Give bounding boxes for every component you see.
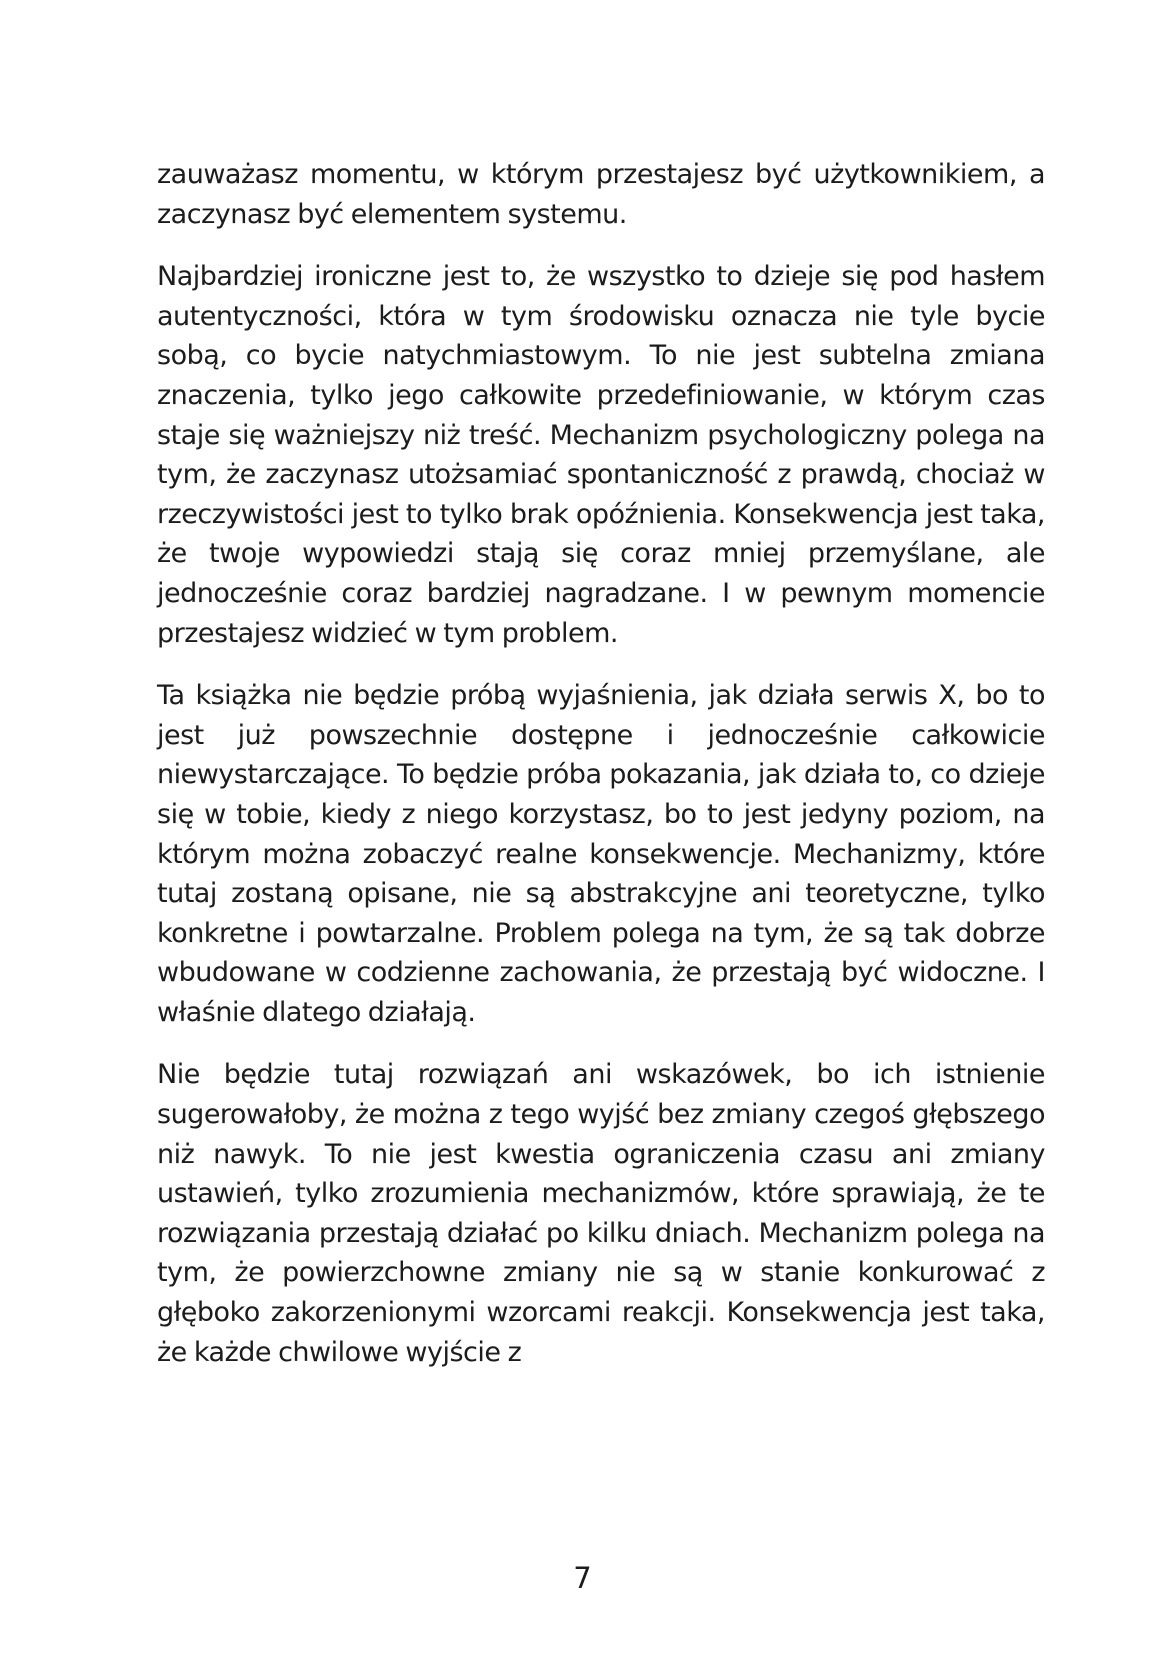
paragraph-1: zauważasz momentu, w którym przestajesz być użytkownikiem, a zaczynasz być elementem systemu. [157,159,1045,230]
paragraph-2: Najbardziej ironiczne jest to, że wszystko to dzieje się pod hasłem autentyczności, która w tym środowisku oznacza nie tyle bycie sobą, co bycie natychmiastowym. To nie jest subtelna zmiana znaczenia, tylko jego całkowite przedefiniowanie, w którym czas staje się ważniejszy niż treść. Mechanizm psychologiczny polega na tym, że zaczynasz utożsamiać spontaniczność z prawdą, chociaż w rzeczywistości jest to tylko brak opóźnienia. Konsekwencja jest taka, że twoje wypowiedzi stają się coraz mniej przemyślane, ale jednocześnie coraz bardziej nagradzane. I w pewnym momencie przestajesz widzieć w tym problem. [157,261,1045,649]
page-number: 7 [573,1561,592,1595]
body-text [157,155,1045,1395]
paragraph-4: Nie będzie tutaj rozwiązań ani wskazówek, bo ich istnienie sugerowałoby, że można z tego wyjść bez zmiany czegoś głębszego niż nawyk. To nie jest kwestia ograniczenia czasu ani zmiany ustawień, tylko zrozumienia mechanizmów, które sprawiają, że te rozwiązania przestają działać po kilku dniach. Mechanizm polega na tym, że powierzchowne zmiany nie są w stanie konkurować z głęboko zakorzenionymi wzorcami reakcji. Konsekwencja jest taka, że każde chwilowe wyjście z [157,1059,1045,1368]
paragraph-3: Ta książka nie będzie próbą wyjaśnienia, jak działa serwis X, bo to jest już powszechnie dostępne i jednocześnie całkowicie niewystarczające. To będzie próba pokazania, jak działa to, co dzieje się w tobie, kiedy z niego korzystasz, bo to jest jedyny poziom, na którym można zobaczyć realne konsekwencje. Mechanizmy, które tutaj zostaną opisane, nie są abstrakcyjne ani teoretyczne, tylko konkretne i powtarzalne. Problem polega na tym, że są tak dobrze wbudowane w codzienne zachowania, że przestają być widoczne. I właśnie dlatego działają. [157,680,1045,1028]
